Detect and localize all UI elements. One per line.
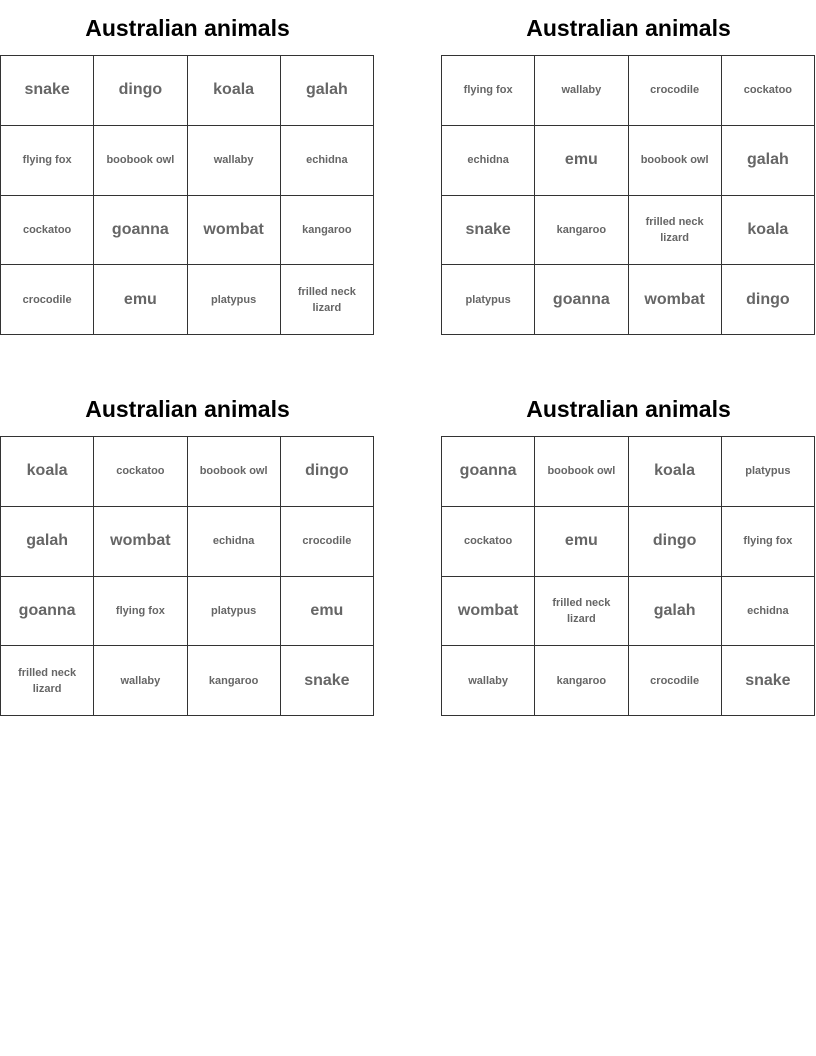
bingo-cell: galah <box>1 507 94 577</box>
bingo-cell: emu <box>94 265 187 335</box>
card-title: Australian animals <box>85 15 290 41</box>
bingo-cell: galah <box>722 126 815 196</box>
bingo-cell: dingo <box>94 56 187 126</box>
card-title: Australian animals <box>85 396 290 422</box>
bingo-cell: crocodile <box>629 646 722 716</box>
bingo-cell: crocodile <box>281 507 374 577</box>
bingo-cell: wombat <box>94 507 187 577</box>
bingo-cell: flying fox <box>442 56 535 126</box>
bingo-cell: wombat <box>188 196 281 266</box>
bingo-cell: flying fox <box>1 126 94 196</box>
bingo-cell: cockatoo <box>442 507 535 577</box>
bingo-cell: wombat <box>629 265 722 335</box>
bingo-cell: wallaby <box>94 646 187 716</box>
bingo-cell: snake <box>281 646 374 716</box>
bingo-cell: boobook owl <box>535 437 628 507</box>
bingo-cell: goanna <box>94 196 187 266</box>
bingo-cell: frilled neck lizard <box>281 265 374 335</box>
bingo-cell: wallaby <box>442 646 535 716</box>
bingo-cell: dingo <box>629 507 722 577</box>
bingo-cell: platypus <box>188 577 281 647</box>
bingo-grid <box>441 436 815 716</box>
bingo-cell: wallaby <box>535 56 628 126</box>
bingo-cell: koala <box>188 56 281 126</box>
bingo-cell: platypus <box>442 265 535 335</box>
bingo-cell: galah <box>629 577 722 647</box>
bingo-cell: crocodile <box>1 265 94 335</box>
bingo-cell: snake <box>1 56 94 126</box>
bingo-cell: goanna <box>535 265 628 335</box>
bingo-cell: cockatoo <box>722 56 815 126</box>
bingo-cell: platypus <box>722 437 815 507</box>
bingo-cell: platypus <box>188 265 281 335</box>
bingo-cell: echidna <box>281 126 374 196</box>
bingo-cell: frilled neck lizard <box>535 577 628 647</box>
bingo-cell: koala <box>629 437 722 507</box>
bingo-cell: snake <box>722 646 815 716</box>
bingo-cell: kangaroo <box>535 646 628 716</box>
bingo-cell: cockatoo <box>1 196 94 266</box>
card-title: Australian animals <box>526 396 731 422</box>
bingo-cell: wallaby <box>188 126 281 196</box>
bingo-cell: frilled neck lizard <box>1 646 94 716</box>
bingo-grid <box>0 55 374 335</box>
bingo-cell: boobook owl <box>188 437 281 507</box>
bingo-cell: cockatoo <box>94 437 187 507</box>
bingo-cell: koala <box>1 437 94 507</box>
bingo-cell: boobook owl <box>629 126 722 196</box>
bingo-cell: emu <box>281 577 374 647</box>
bingo-cell: emu <box>535 507 628 577</box>
bingo-cell: goanna <box>1 577 94 647</box>
bingo-cell: dingo <box>281 437 374 507</box>
bingo-cell: wombat <box>442 577 535 647</box>
bingo-cell: kangaroo <box>188 646 281 716</box>
bingo-cell: boobook owl <box>94 126 187 196</box>
bingo-cell: echidna <box>442 126 535 196</box>
card-title: Australian animals <box>526 15 731 41</box>
bingo-cell: echidna <box>722 577 815 647</box>
bingo-cell: flying fox <box>94 577 187 647</box>
bingo-cell: dingo <box>722 265 815 335</box>
bingo-cell: crocodile <box>629 56 722 126</box>
bingo-cell: flying fox <box>722 507 815 577</box>
bingo-cell: kangaroo <box>535 196 628 266</box>
bingo-cell: goanna <box>442 437 535 507</box>
bingo-cell: echidna <box>188 507 281 577</box>
bingo-grid <box>0 436 374 716</box>
bingo-cell: emu <box>535 126 628 196</box>
bingo-cell: koala <box>722 196 815 266</box>
bingo-cell: galah <box>281 56 374 126</box>
bingo-cell: snake <box>442 196 535 266</box>
bingo-cell: kangaroo <box>281 196 374 266</box>
bingo-cell: frilled neck lizard <box>629 196 722 266</box>
bingo-grid <box>441 55 815 335</box>
